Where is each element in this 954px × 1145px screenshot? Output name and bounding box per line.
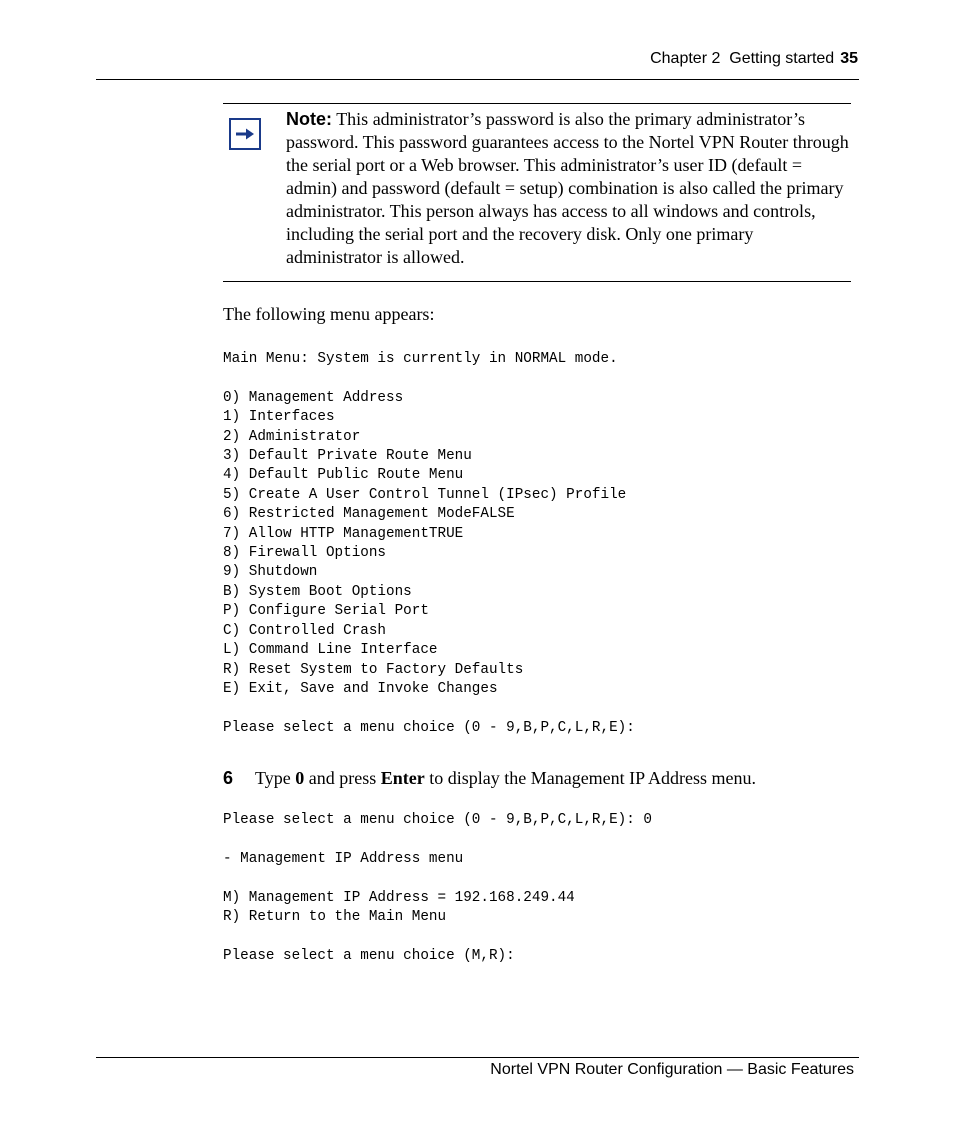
chapter-label: Chapter 2: [650, 50, 721, 67]
menu-item: M) Management IP Address = 192.168.249.44: [223, 889, 575, 906]
menu-item: 2) Administrator: [223, 428, 361, 445]
mgmt-menu-prompt: Please select a menu choice (M,R):: [223, 947, 515, 964]
menu-item: 5) Create A User Control Tunnel (IPsec) Profile: [223, 486, 627, 503]
note-label: Note:: [286, 109, 332, 129]
intro-paragraph: The following menu appears:: [223, 304, 435, 324]
menu-item: C) Controlled Crash: [223, 622, 387, 639]
menu-item: 0) Management Address: [223, 389, 404, 406]
footer-rule: [96, 1057, 859, 1058]
main-menu-title: Main Menu: System is currently in NORMAL mode.: [223, 351, 618, 367]
mgmt-prompt-entered: Please select a menu choice (0 - 9,B,P,C,L,R,E): 0: [223, 812, 652, 828]
main-menu-listing: [223, 350, 635, 738]
step-key-enter: Enter: [380, 768, 425, 788]
note-text: [286, 108, 851, 269]
menu-item: 1) Interfaces: [223, 409, 335, 426]
step-text: to display the Management IP Address menu.: [424, 768, 756, 788]
menu-item: R) Return to the Main Menu: [223, 909, 447, 926]
right-arrow-icon: [229, 118, 261, 150]
menu-item: P) Configure Serial Port: [223, 603, 429, 620]
menu-item: 9) Shutdown: [223, 564, 318, 581]
menu-item: L) Command Line Interface: [223, 642, 438, 659]
page-number: 35: [840, 50, 858, 67]
note-box: [223, 103, 851, 282]
step-text: and press: [304, 768, 381, 788]
menu-item: 7) Allow HTTP ManagementTRUE: [223, 525, 464, 542]
running-footer: Nortel VPN Router Configuration — Basic Features: [490, 1061, 854, 1078]
menu-item: 8) Firewall Options: [223, 545, 387, 562]
running-header: [650, 50, 858, 68]
mgmt-menu-listing: [223, 811, 652, 966]
header-rule: [96, 79, 859, 80]
section-title: Getting started: [729, 50, 835, 67]
menu-item: 3) Default Private Route Menu: [223, 448, 472, 465]
step-key-0: 0: [295, 768, 305, 788]
note-body: This administrator’s password is also the primary administrator’s password. This password guarantees access to the Nortel VPN Router through the serial port or a Web browser. This administrator’s user ID (default = admin) and password (default = setup) combination is also called the primary administrator. This person always has access to all windows and controls, including the serial port and the recovery disk. Only one primary administrator is allowed.: [286, 109, 849, 267]
mgmt-menu-title: - Management IP Address menu: [223, 850, 464, 867]
menu-item: R) Reset System to Factory Defaults: [223, 661, 524, 678]
menu-item: E) Exit, Save and Invoke Changes: [223, 680, 498, 697]
step-6: [223, 768, 756, 789]
menu-item: B) System Boot Options: [223, 583, 412, 600]
step-number: 6: [223, 768, 234, 788]
main-menu-prompt: Please select a menu choice (0 - 9,B,P,C,L,R,E):: [223, 719, 635, 736]
menu-item: 4) Default Public Route Menu: [223, 467, 464, 484]
step-text: Type: [255, 768, 296, 788]
menu-item: 6) Restricted Management ModeFALSE: [223, 506, 515, 523]
